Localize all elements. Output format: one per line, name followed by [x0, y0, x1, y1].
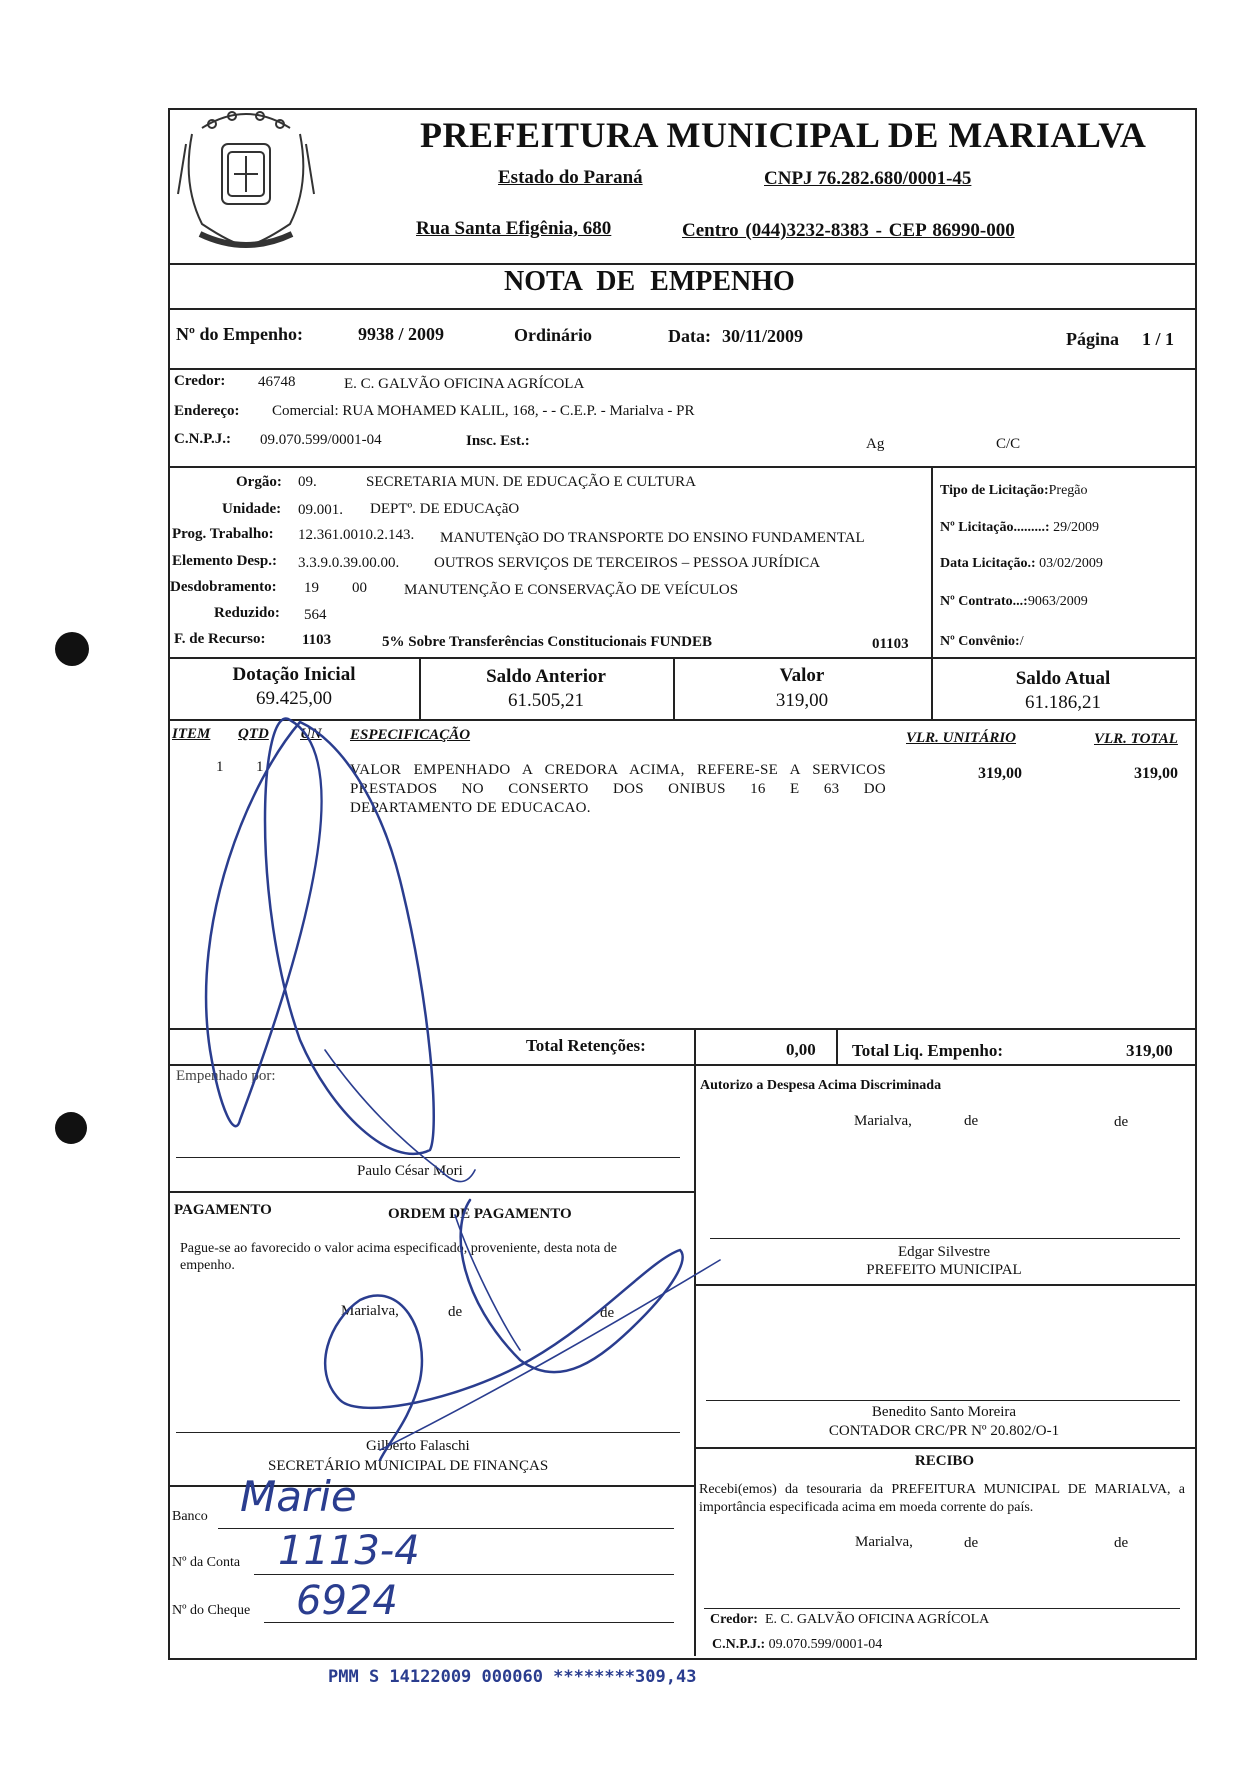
- spec-line-2: PRESTADOS NO CONSERTO DOS ONIBUS 16 E 63 DO: [350, 781, 886, 797]
- empenho-number-label: Nº do Empenho:: [176, 324, 303, 344]
- licitacao-num: 29/2009: [1053, 520, 1099, 535]
- col-total-header: VLR. TOTAL: [1094, 731, 1178, 747]
- autorizo-place: Marialva,: [854, 1113, 912, 1129]
- unidade-label: Unidade:: [222, 501, 282, 517]
- orgao-code: 09.: [298, 474, 317, 490]
- recibo-de-1: de: [964, 1535, 979, 1551]
- licitacao-data-label: Data Licitação.:: [940, 556, 1036, 571]
- creditor-cnpj-label: C.N.P.J.:: [174, 431, 231, 447]
- prefeito-title: PREFEITO MUNICIPAL: [866, 1262, 1022, 1278]
- table-row-unit: 319,00: [978, 765, 1022, 782]
- punch-hole-bottom: [55, 1112, 87, 1144]
- bank-processing-stamp: PMM S 14122009 000060 ********309,43: [328, 1667, 697, 1687]
- pagamento-place: Marialva,: [341, 1303, 399, 1319]
- ordem-pagamento-label: ORDEM DE PAGAMENTO: [388, 1206, 572, 1222]
- fonte-name: 5% Sobre Transferências Constitucionais FUNDEB: [382, 634, 713, 650]
- header-district-phone: Centro (044)3232-8383 - CEP 86990-000: [682, 220, 1015, 241]
- table-row-item: 1: [216, 759, 224, 775]
- pagamento-label: PAGAMENTO: [174, 1202, 272, 1218]
- dotacao-value: 69.425,00: [256, 688, 332, 709]
- contador-title: CONTADOR CRC/PR Nº 20.802/O-1: [828, 1423, 1060, 1439]
- dotacao-label: Dotação Inicial: [232, 664, 356, 685]
- recibo-cnpj: 09.070.599/0001-04: [768, 1637, 883, 1652]
- col-spec-header: ESPECIFICAÇÃO: [350, 727, 471, 743]
- saldo-atual-value: 61.186,21: [1025, 692, 1101, 713]
- spec-line-3: DEPARTAMENTO DE EDUCACAO.: [350, 800, 591, 816]
- creditor-address: Comercial: RUA MOHAMED KALIL, 168, - - C.E.P. - Marialva - PR: [272, 403, 695, 419]
- creditor-name: E. C. GALVÃO OFICINA AGRÍCOLA: [344, 376, 585, 392]
- recibo-credor-label: Credor:: [710, 1612, 758, 1627]
- liquido-value: 319,00: [1126, 1041, 1173, 1060]
- address-label: Endereço:: [174, 403, 240, 419]
- signature-hook: [455, 1215, 520, 1350]
- recibo-credor: E. C. GALVÃO OFICINA AGRÍCOLA: [764, 1612, 990, 1627]
- contador-name: Benedito Santo Moreira: [871, 1404, 1017, 1420]
- contrato-label: Nº Contrato...:: [940, 594, 1028, 609]
- spec-line-1: VALOR EMPENHADO A CREDORA ACIMA, REFERE-SE A SERVICOS: [350, 762, 886, 778]
- col-un-header: UN: [300, 726, 322, 742]
- col-item-header: ITEM: [172, 726, 211, 742]
- fonte-code: 1103: [302, 632, 332, 648]
- cheque-handwritten-value: 6924: [296, 1578, 398, 1624]
- insc-est-label: Insc. Est.:: [466, 433, 530, 449]
- prog-code: 12.361.0010.2.143.: [298, 527, 415, 543]
- empenhado-label: Empenhado por:: [176, 1068, 276, 1084]
- signature-secretario: [325, 1200, 682, 1460]
- header-title: PREFEITURA MUNICIPAL DE MARIALVA: [420, 115, 1147, 155]
- banco-handwritten-value: Marie: [240, 1472, 357, 1521]
- saldo-atual-label: Saldo Atual: [1015, 668, 1111, 689]
- licitacao-tipo-label: Tipo de Licitação:: [940, 483, 1049, 498]
- prog-label: Prog. Trabalho:: [172, 526, 274, 542]
- pagamento-de-1: de: [448, 1304, 463, 1320]
- elemento-name: OUTROS SERVIÇOS DE TERCEIROS – PESSOA JURÍDICA: [434, 555, 821, 571]
- secretario-name: Gilberto Falaschi: [366, 1438, 470, 1454]
- empenho-date-label: Data:: [668, 326, 711, 346]
- recibo-place: Marialva,: [855, 1534, 913, 1550]
- col-unit-header: VLR. UNITÁRIO: [906, 730, 1017, 746]
- header-address: Rua Santa Efigênia, 680: [416, 218, 612, 239]
- desdobramento-sub: 00: [352, 580, 367, 596]
- orgao-label: Orgão:: [236, 474, 282, 490]
- recibo-title: RECIBO: [914, 1453, 975, 1469]
- fonte-code2: 01103: [872, 636, 909, 652]
- fonte-label: F. de Recurso:: [174, 631, 266, 647]
- liquido-label: Total Liq. Empenho:: [852, 1041, 1003, 1060]
- prefeito-name: Edgar Silvestre: [897, 1244, 991, 1260]
- elemento-label: Elemento Desp.:: [172, 553, 277, 569]
- orgao-name: SECRETARIA MUN. DE EDUCAÇÃO E CULTURA: [366, 474, 696, 490]
- reduzido-value: 564: [304, 607, 327, 623]
- elemento-code: 3.3.9.0.39.00.00.: [298, 555, 400, 571]
- creditor-label: Credor:: [174, 373, 226, 389]
- creditor-cnpj: 09.070.599/0001-04: [260, 432, 382, 448]
- autorizo-de-1: de: [964, 1113, 979, 1129]
- valor-value: 319,00: [775, 690, 829, 711]
- page-label: Página: [1066, 329, 1120, 349]
- pagamento-text: Pague-se ao favorecido o valor acima especificado, proveniente, desta nota de empenho.: [180, 1241, 617, 1273]
- empenho-date: 30/11/2009: [722, 326, 804, 346]
- saldo-anterior-value: 61.505,21: [508, 690, 584, 711]
- signature-loop-large: [206, 719, 434, 1154]
- unidade-name: DEPTº. DE EDUCAçãO: [370, 501, 520, 517]
- desdobramento-name: MANUTENÇÃO E CONSERVAÇÃO DE VEÍCULOS: [404, 582, 739, 598]
- saldo-anterior-label: Saldo Anterior: [486, 666, 606, 687]
- unidade-code: 09.001.: [298, 502, 343, 518]
- secretario-title: SECRETÁRIO MUNICIPAL DE FINANÇAS: [268, 1458, 549, 1474]
- prog-name: MANUTENçãO DO TRANSPORTE DO ENSINO FUNDAMENTAL: [440, 530, 865, 546]
- recibo-de-2: de: [1114, 1535, 1129, 1551]
- cc-label: C/C: [996, 436, 1021, 452]
- empenho-number: 9938 / 2009: [358, 324, 445, 344]
- doc-title: NOTA DE EMPENHO: [504, 266, 795, 297]
- desdobramento-label: Desdobramento:: [170, 579, 277, 595]
- header-state: Estado do Paraná: [498, 167, 643, 188]
- desdobramento-code: 19: [304, 580, 319, 596]
- reduzido-label: Reduzido:: [214, 605, 280, 621]
- creditor-code: 46748: [258, 374, 296, 390]
- recibo-text: Recebi(emos) da tesouraria da PREFEITURA MUNICIPAL DE MARIALVA, a importância especificada acima em moeda corrente do país.: [699, 1482, 1185, 1515]
- convenio-label: Nº Convênio:: [940, 634, 1020, 649]
- retencoes-value: 0,00: [786, 1040, 816, 1059]
- header-cnpj: CNPJ 76.282.680/0001-45: [764, 168, 972, 189]
- empenhado-name: Paulo César Mori: [357, 1163, 463, 1179]
- licitacao-num-label: Nº Licitação.........:: [940, 520, 1050, 535]
- licitacao-tipo: Pregão: [1048, 483, 1088, 498]
- ag-label: Ag: [866, 436, 885, 452]
- conta-handwritten-value: 1113-4: [278, 1528, 420, 1574]
- contrato-value: 9063/2009: [1027, 594, 1088, 609]
- punch-hole-top: [55, 632, 89, 666]
- table-row-qtd: 1: [256, 759, 264, 775]
- recibo-cnpj-label: C.N.P.J.:: [712, 1637, 766, 1652]
- autorizo-de-2: de: [1114, 1114, 1129, 1130]
- autorizo-text: Autorizo a Despesa Acima Discriminada: [700, 1078, 942, 1093]
- licitacao-data: 03/02/2009: [1039, 556, 1103, 571]
- table-row-total: 319,00: [1134, 765, 1178, 782]
- cheque-label: Nº do Cheque: [172, 1603, 251, 1618]
- page-number: 1 / 1: [1142, 329, 1175, 349]
- conta-label: Nº da Conta: [172, 1555, 241, 1570]
- empenho-type: Ordinário: [514, 325, 593, 345]
- banco-label: Banco: [172, 1509, 208, 1524]
- retencoes-label: Total Retenções:: [526, 1036, 646, 1055]
- convenio-value: /: [1019, 634, 1024, 649]
- col-qtd-header: QTD: [238, 726, 269, 742]
- valor-label: Valor: [779, 665, 825, 686]
- pagamento-de-2: de: [600, 1305, 615, 1321]
